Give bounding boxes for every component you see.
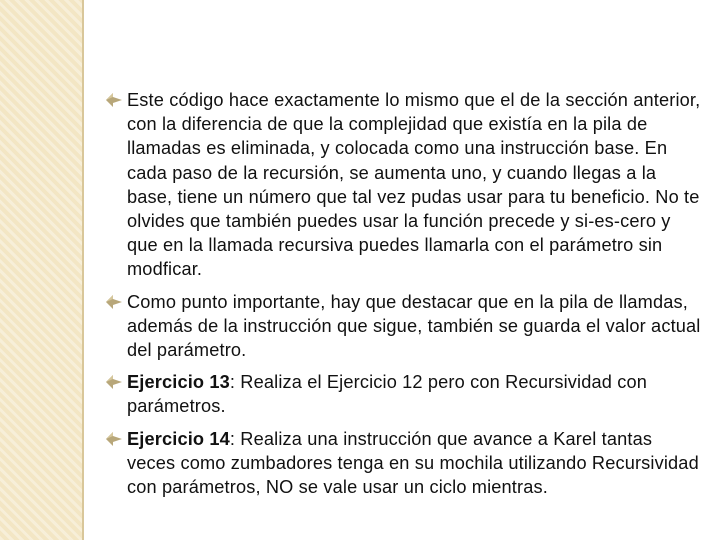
- bullet-list: [104, 88, 704, 507]
- list-item-text: Como punto importante, hay que destacar que en la pila de llamdas, además de la instrucción que sigue, también se guarda el valor actual del parámetro.: [127, 291, 701, 361]
- bullet-icon: [104, 91, 124, 109]
- exercise-label: Ejercicio 13: [127, 372, 230, 393]
- list-item: [104, 370, 704, 418]
- list-item: [104, 88, 704, 282]
- list-item-text: Este código hace exactamente lo mismo que el de la sección anterior, con la diferencia de que la complejidad que existía en la pila de llamadas es eliminada, y colocada como una instrucción base. En cada paso de la recursión, se aumenta uno, y cuando llegas a la base, tiene un número que tal vez pudas usar para tu beneficio. No te olvides que también puedes usar la función precede y si-es-cero y que en la llamada recursiva puedes llamarla con el parámetro sin modficar.: [127, 90, 701, 280]
- list-item: [104, 427, 704, 500]
- exercise-label: Ejercicio 14: [127, 428, 230, 449]
- list-item: [104, 290, 704, 363]
- bullet-icon: [104, 293, 124, 311]
- decorative-side-stripe: [0, 0, 82, 540]
- list-item-text: : Realiza una instrucción que avance a Karel tantas veces como zumbadores tenga en su mochila utilizando Recursividad con parámetros, NO se vale usar un ciclo mientras.: [127, 428, 699, 498]
- bullet-icon: [104, 430, 124, 448]
- list-item-text: : Realiza el Ejercicio 12 pero con Recursividad con parámetros.: [127, 372, 647, 417]
- stripe-edge-divider: [82, 0, 84, 540]
- bullet-icon: [104, 373, 124, 391]
